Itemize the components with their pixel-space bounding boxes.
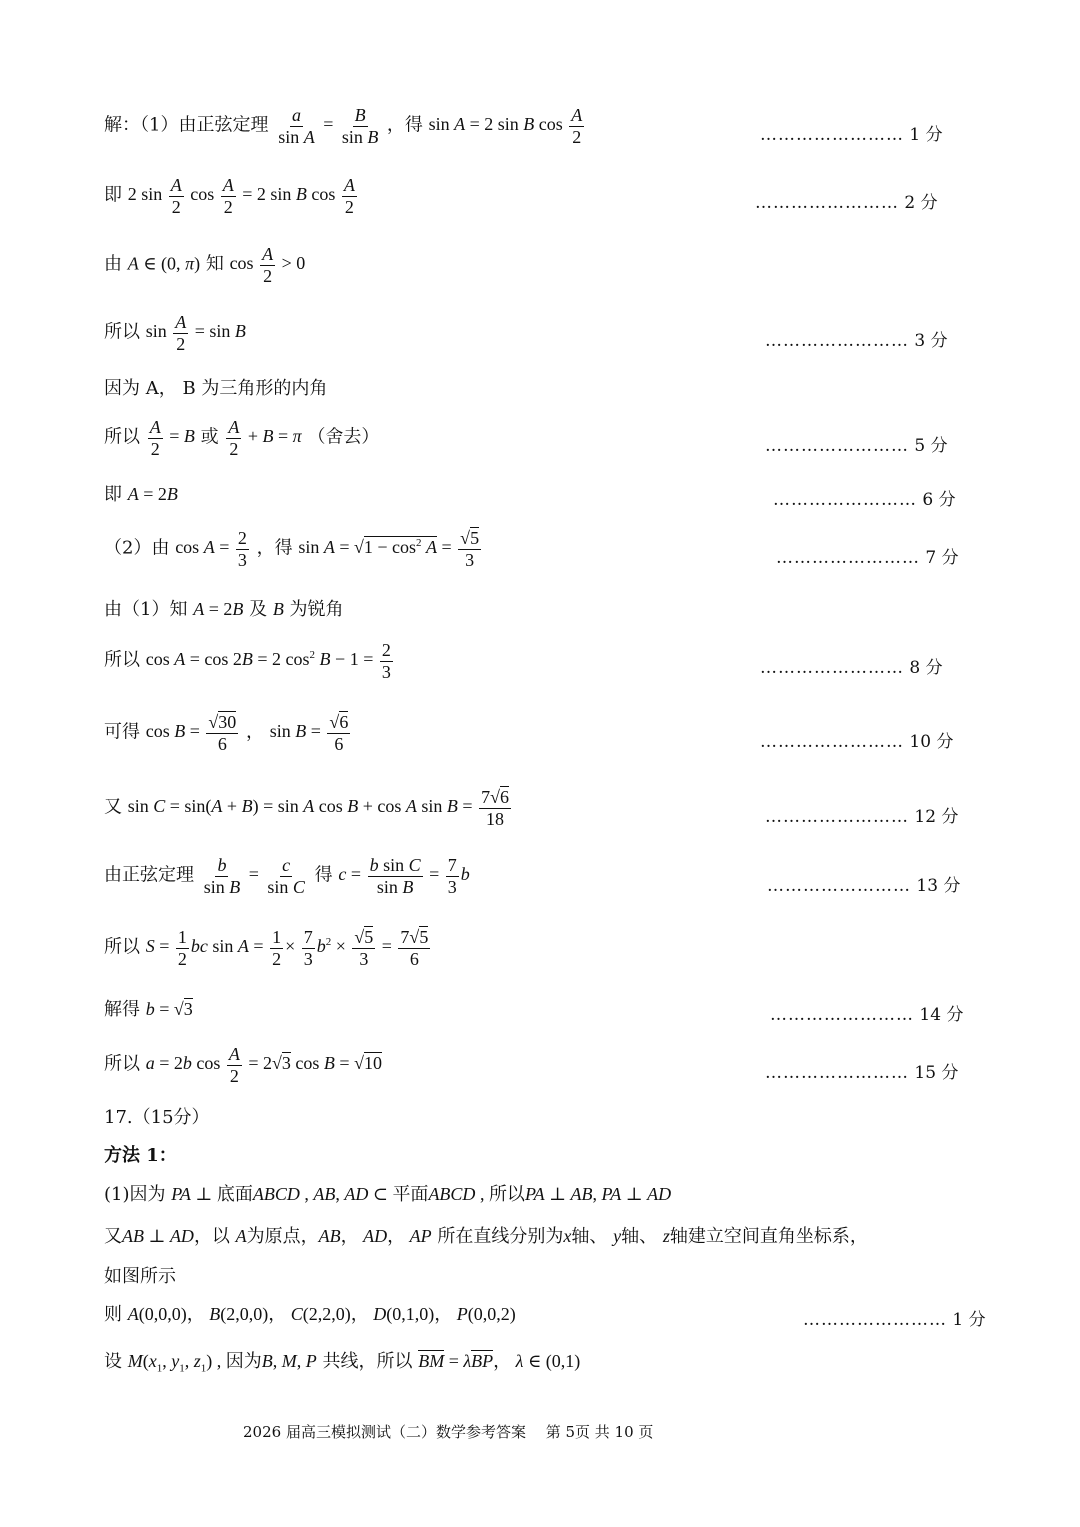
solution-line-8 xyxy=(104,528,483,570)
solution-line-7 xyxy=(104,485,178,504)
points-line: …………………… 8 分 xyxy=(760,658,943,678)
points-line: …………………… 15 分 xyxy=(765,1063,959,1083)
points-line: …………………… 12 分 xyxy=(765,807,959,827)
solution-line-5 xyxy=(104,380,327,398)
points-line: …………………… 5 分 xyxy=(765,436,948,456)
formula: sin A = 2 sin B cos $\frac{A}{2}$ xyxy=(428,105,583,147)
formula: $\frac{b}{\text{sin B}}$ = $\frac{c}{\text{sin C}}$ xyxy=(203,855,305,897)
line-text: 所以 xyxy=(104,1053,140,1075)
formula: cos $\frac{A}{2}$ > 0 xyxy=(229,244,306,286)
solution-line-14 xyxy=(104,927,432,969)
line-text: 因为 A， B 为三角形的内角 xyxy=(104,378,328,399)
line-text: （舍去） xyxy=(307,426,380,448)
points-line: …………………… 3 分 xyxy=(765,331,948,351)
formula: S = $\frac{1}{2}$ bc sin A = $\frac{1}{2}$ × $\frac{7}{3}$ $b^2$ × $\frac{√5}{3}$ = $\frac{7√5}{6}$ xyxy=(145,927,429,969)
line-text: 所以 xyxy=(104,426,140,448)
line-text: 即 xyxy=(104,484,122,505)
formula: $\frac{A}{2}$ = B xyxy=(149,417,195,459)
points-line: …………………… 2 分 xyxy=(755,193,938,213)
formula: $\sin A = √1 - \cos^2 A$ = $\frac{√5}{3}$ xyxy=(298,528,480,570)
solution-line-11 xyxy=(104,712,352,754)
solution-line-12 xyxy=(104,787,513,829)
solution-line-2 xyxy=(104,175,359,217)
page-footer: 2026 届高三模拟测试（二）数学参考答案 第 5页 共 10 页 xyxy=(243,1423,654,1441)
line-text: 所以 xyxy=(104,321,140,343)
coordinates: A(0,0,0)， B(2,0,0)， C(2,2,0)， D(0,1,0)， P(0,0,2) xyxy=(127,1304,516,1324)
points-line: …………………… 13 分 xyxy=(767,876,961,896)
line-text: 或 xyxy=(200,426,219,448)
line-text: 所以 xyxy=(104,649,140,671)
line-text: 解得 xyxy=(104,999,140,1020)
solution-line-15 xyxy=(104,1000,193,1019)
solution-line-6 xyxy=(104,417,379,459)
formula: $\frac{a}{\text{sin A}}$ = $\frac{B}{\text{sin B}}$ xyxy=(278,105,379,147)
formula: A = 2B xyxy=(127,484,178,504)
formula: B xyxy=(272,599,284,619)
line-text: （2）由 xyxy=(104,537,170,559)
q17-line-1: (1)因为 PA ⊥ 底面ABCD , AB, AD ⊂ 平面ABCD , 所以PA ⊥ AB, PA ⊥ AD xyxy=(104,1184,672,1205)
line-text: ，得 xyxy=(386,114,423,136)
solution-line-13 xyxy=(104,855,470,897)
formula: b = √3 xyxy=(145,999,193,1019)
q17-line-5: 设 $M(x_1$, $y_1$, $z_1$) , 因为B, M, P 共线，所以 BM = λBP， λ ∈ (0,1) xyxy=(104,1351,581,1375)
formula: $\frac{A}{2}$ + B = π xyxy=(228,417,302,459)
line-text: 为锐角 xyxy=(289,599,344,620)
formula: cos B = $\frac{√30}{6}$ xyxy=(145,712,237,754)
formula: 2 sin $\frac{A}{2}$ cos $\frac{A}{2}$ = 2 sin B cos $\frac{A}{2}$ xyxy=(127,175,355,217)
formula: sin B = $\frac{√6}{6}$ xyxy=(269,712,349,754)
points-line: …………………… 14 分 xyxy=(770,1005,964,1025)
formula: A = 2B xyxy=(193,599,244,619)
line-text: 即 xyxy=(104,184,122,206)
line-text: 所以 xyxy=(104,936,140,958)
points-line: …………………… 7 分 xyxy=(776,548,959,568)
points-line: …………………… 10 分 xyxy=(760,732,954,752)
solution-line-3 xyxy=(104,244,305,286)
method-1-label: 方法 1： xyxy=(104,1145,177,1166)
line-text: 可得 xyxy=(104,721,140,743)
q17-line-3: 如图所示 xyxy=(104,1266,176,1287)
line-text: 解：（1）由正弦定理 xyxy=(104,114,269,136)
solution-line-10 xyxy=(104,640,395,682)
formula: c = $\frac{\text{b sin C}}{\text{sin B}}$ = $\frac{7}{3}$ b xyxy=(338,855,470,897)
line-text: 知 xyxy=(205,253,224,275)
points-line: …………………… 6 分 xyxy=(773,490,956,510)
solution-line-4 xyxy=(104,312,246,354)
solution-line-9 xyxy=(104,600,344,619)
points-line: …………………… 1 分 xyxy=(803,1310,986,1330)
q17-line-2: 又AB ⊥ AD，以 A为原点，AB， AD， AP 所在直线分别为x轴、 y轴、 z轴建立空间直角坐标系， xyxy=(104,1226,868,1247)
line-text: 由正弦定理 xyxy=(104,864,194,886)
formula: cos A = $\frac{2}{3}$ xyxy=(175,528,247,570)
line-text: ， xyxy=(246,721,265,743)
line-text: 及 xyxy=(249,599,268,620)
line-text: 又 xyxy=(104,796,122,818)
line-text: 得 xyxy=(314,864,333,886)
question-17-header: 17.（15分） xyxy=(104,1107,210,1128)
line-text: 由 xyxy=(104,253,122,275)
solution-line-1 xyxy=(104,105,586,147)
formula: cos A = cos 2B = 2 $\cos^2 B - 1$ = $\frac{2}{3}$ xyxy=(145,640,391,682)
solution-line-16 xyxy=(104,1044,382,1086)
formula: sin C = sin(A + B) = sin A cos B + cos A sin B = $\frac{7√6}{18}$ xyxy=(127,787,509,829)
line-text: ，得 xyxy=(256,537,293,559)
formula: a = 2b cos $\frac{A}{2}$ = 2√3 cos B = √10 xyxy=(145,1044,382,1086)
points-line: …………………… 1 分 xyxy=(760,125,943,145)
formula: A ∈ (0, π) xyxy=(127,253,201,274)
formula: sin $\frac{A}{2}$ = sin B xyxy=(145,312,246,354)
q17-line-4: 则 A(0,0,0)， B(2,0,0)， C(2,2,0)， D(0,1,0)， P(0,0,2) xyxy=(104,1304,516,1325)
line-text: 由（1）知 xyxy=(104,599,188,620)
